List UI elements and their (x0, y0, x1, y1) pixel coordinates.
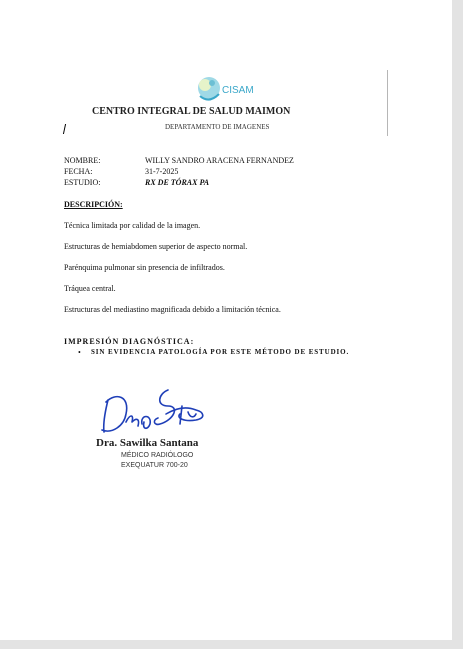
organization-title: CENTRO INTEGRAL DE SALUD MAIMON (92, 106, 291, 117)
date-label: FECHA: (64, 167, 93, 176)
name-label: NOMBRE: (64, 156, 101, 165)
header-divider (387, 70, 388, 136)
description-paragraph: Tráquea central. (64, 284, 116, 293)
signer-license: EXEQUATUR 700-20 (121, 462, 188, 469)
date-value: 31-7-2025 (145, 167, 179, 176)
page-bottom-gutter (0, 640, 463, 649)
impression-title: IMPRESIÓN DIAGNÓSTICA: (64, 337, 195, 346)
description-paragraph: Estructuras del mediastino magnificada debido a limitación técnica. (64, 305, 281, 314)
study-label: ESTUDIO: (64, 178, 101, 187)
signer-title: MÉDICO RADIÓLOGO (121, 452, 194, 459)
page-scroll-gutter (452, 0, 463, 649)
department-title: DEPARTAMENTO DE IMAGENES (165, 123, 270, 131)
text-cursor (63, 124, 66, 134)
description-paragraph: Técnica limitada por calidad de la imagen. (64, 221, 201, 230)
signer-name: Dra. Sawilka Santana (96, 437, 199, 449)
bullet-icon: • (78, 348, 81, 357)
name-value: WILLY SANDRO ARACENA FERNANDEZ (145, 156, 294, 165)
description-paragraph: Estructuras de hemiabdomen superior de aspecto normal. (64, 242, 248, 251)
handwritten-signature (96, 384, 212, 440)
description-title: DESCRIPCIÓN: (64, 200, 123, 209)
study-value: RX DE TÓRAX PA (145, 178, 210, 187)
description-paragraph: Parénquima pulmonar sin presencia de infiltrados. (64, 263, 225, 272)
logo-text: CISAM (222, 85, 254, 96)
impression-item: SIN EVIDENCIA PATOLOGÍA POR ESTE MÉTODO DE ESTUDIO. (91, 348, 350, 356)
